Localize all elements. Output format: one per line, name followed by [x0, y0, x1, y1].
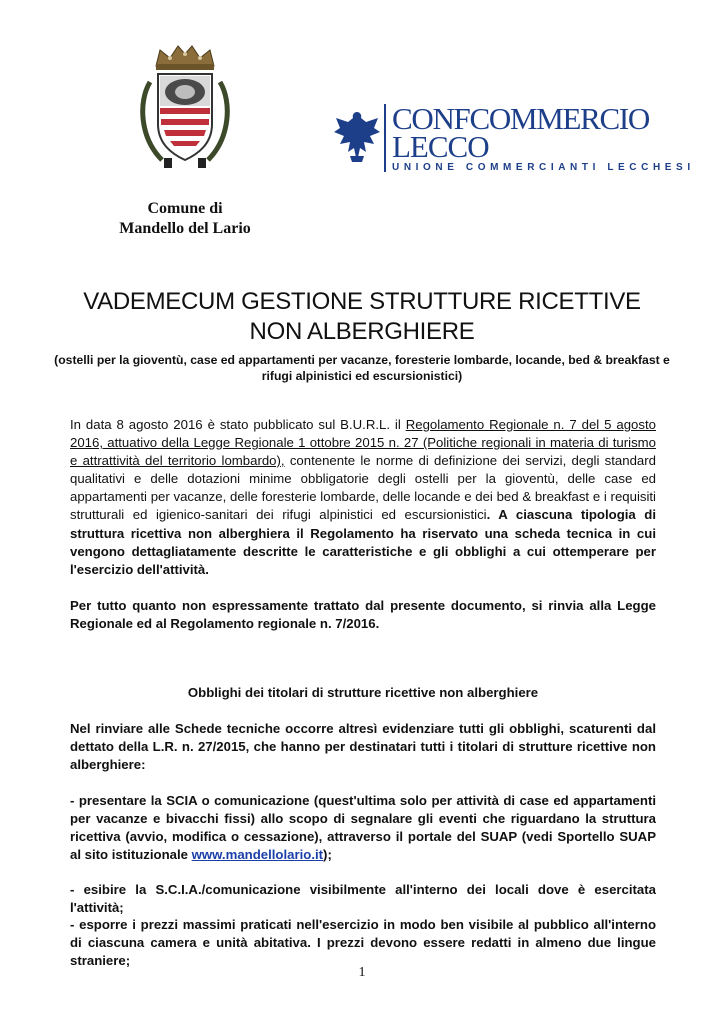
regolamento-reference: Regolamento Regionale n. 7 del 5 agosto 2016, attuativo della Legge Regionale 1 ottobre 2015 n. 27 (Politiche regionali in materia di turismo e attrattività del territorio lombardo),: [70, 417, 656, 469]
section-heading: Obblighi dei titolari di strutture ricettive non alberghiere: [187, 685, 539, 700]
intro-paragraph: [70, 416, 656, 579]
comune-crest-logo: [134, 42, 236, 172]
obligation-scia: [70, 792, 656, 864]
obligation-scia-text: - presentare la SCIA o comunicazione (quest'ultima solo per attività di case ed appartamenti per vacanze e bivacchi fissi) allo scopo di segnalare gli eventi che riguardano la struttura ricettiva (avvio, modifica o cessazione), attraverso il portale del SUAP (vedi Sportello SUAP al sito istituzionale: [70, 793, 656, 863]
title-line2: NON ALBERGHIERE: [249, 318, 475, 345]
intro-after-link: contenente le norme di definizione dei servizi, degli standard qualitativi e delle dotazioni minime obbligatorie degli ostelli per la gioventù, delle case ed appartamenti per vacanze, delle foresterie lombarde, delle locande e dei bed & breakfast e i requisiti strutturali ed igienico-sanitari dei rifugi alpinistici ed escursionistici: [70, 453, 656, 523]
comune-line2: Mandello del Lario: [119, 220, 251, 237]
obligation-esibire: - esibire la S.C.I.A./comunicazione visibilmente all'interno dei locali dove è esercitata l'attività;: [70, 882, 656, 916]
page-number: 1: [358, 965, 366, 980]
intro-before-link: In data 8 agosto 2016 è stato pubblicato sul B.U.R.L. il: [70, 417, 406, 432]
rinvia-paragraph: Per tutto quanto non espressamente trattato dal presente documento, si rinvia alla Legge Regionale ed al Regolamento regionale n. 7/2016.: [70, 598, 656, 632]
lecco-wordmark: LECCO: [392, 129, 489, 164]
comune-name: [110, 199, 260, 239]
confcommercio-subtitle: UNIONE COMMERCIANTI LECCHESI: [392, 162, 695, 173]
obligation-scia-tail: );: [323, 847, 332, 863]
mandellolario-link[interactable]: www.mandellolario.it: [191, 847, 324, 863]
section-intro-paragraph: Nel rinviare alle Schede tecniche occorre altresì evidenziare tutti gli obblighi, scaturenti dal dettato della L.R. n. 27/2015, che hanno per destinatari tutti i titolari di strutture ricettive non alberghiere:: [70, 721, 656, 773]
comune-line1: Comune di: [147, 200, 223, 217]
eagle-icon: [332, 108, 382, 166]
title-line1: VADEMECUM GESTIONE STRUTTURE RICETTIVE: [83, 288, 641, 315]
obligation-prezzi: - esporre i prezzi massimi praticati nell'esercizio in modo ben visibile al pubblico all'interno di ciascuna camera e unità abitativa. I prezzi devono essere redatti in almeno due lingue straniere;: [70, 917, 656, 969]
document-title: [40, 287, 684, 347]
intro-bold-tail: . A ciascuna tipologia di struttura ricettiva non alberghiera il Regolamento ha riservato una scheda tecnica in cui vengono dettagliatamente descritte le caratteristiche e gli obblighi a cui ottemperare per l'esercizio dell'attività.: [70, 507, 657, 577]
confcommercio-lecco-logo: [332, 101, 695, 176]
confcommercio-wordmark: CONFCOMMERCIO: [392, 101, 649, 136]
document-subtitle: (ostelli per la gioventù, case ed appartamenti per vacanze, foresterie lombarde, locande, bed & breakfast e rifugi alpinistici ed escursionistici): [54, 353, 670, 383]
